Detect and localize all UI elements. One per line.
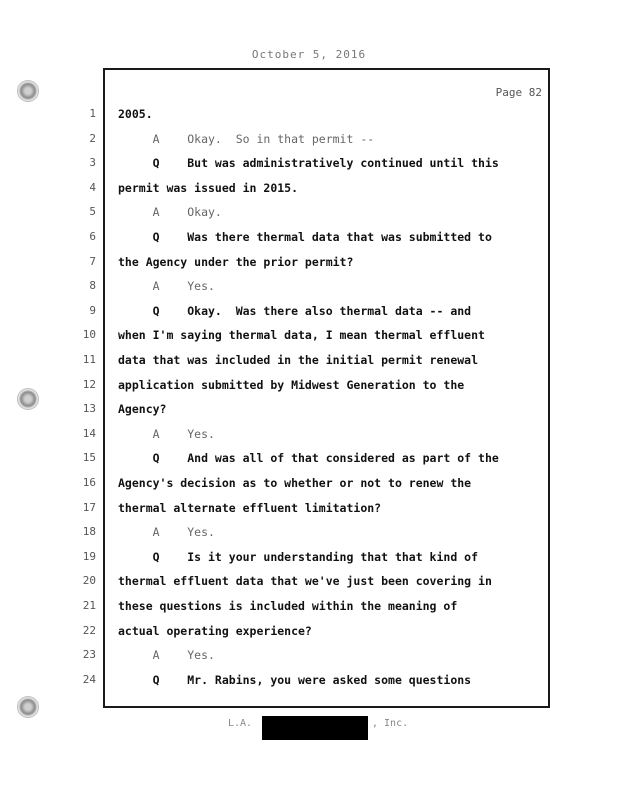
transcript-line: data that was included in the initial permit renewal: [118, 353, 479, 367]
transcript-line: Q Is it your understanding that that kind of: [118, 550, 479, 564]
transcript-line: permit was issued in 2015.: [118, 181, 299, 195]
transcript-line: A Yes.: [118, 427, 215, 441]
line-number: 17: [82, 501, 96, 514]
punch-hole-top: [17, 80, 39, 102]
header-date: October 5, 2016: [251, 48, 367, 61]
footer-left-fragment: L.A.: [228, 718, 253, 729]
transcript-line: A Yes.: [118, 279, 215, 293]
transcript-line: Q But was administratively continued until this: [118, 156, 499, 170]
transcript-line: A Yes.: [118, 648, 215, 662]
line-number: 21: [82, 599, 96, 612]
transcript-line: Agency's decision as to whether or not to renew the: [118, 476, 472, 490]
line-number: 13: [82, 402, 96, 415]
transcript-line: Q Mr. Rabins, you were asked some questions: [118, 673, 472, 687]
line-number: 2: [89, 132, 96, 145]
line-number: 8: [89, 279, 96, 292]
transcript-line: thermal effluent data that we've just been covering in: [118, 574, 492, 588]
transcript-line: A Yes.: [118, 525, 215, 539]
line-number: 19: [82, 550, 96, 563]
line-number: 5: [89, 205, 96, 218]
footer-right-fragment: , Inc.: [372, 718, 409, 729]
transcript-line: A Okay.: [118, 205, 222, 219]
line-number: 16: [82, 476, 96, 489]
line-number: 23: [82, 648, 96, 661]
page-label: Page 82: [495, 86, 542, 99]
line-number: 22: [82, 624, 96, 637]
transcript-line: 2005.: [118, 107, 153, 121]
transcript-line: Q Was there thermal data that was submitted to: [118, 230, 492, 244]
transcript-line: when I'm saying thermal data, I mean thermal effluent: [118, 328, 485, 342]
line-number: 11: [82, 353, 96, 366]
line-number: 1: [89, 107, 96, 120]
line-number: 6: [89, 230, 96, 243]
transcript-line: A Okay. So in that permit --: [118, 132, 375, 146]
transcript-line: thermal alternate effluent limitation?: [118, 501, 382, 515]
transcript-line: these questions is included within the meaning of: [118, 599, 458, 613]
line-number: 9: [89, 304, 96, 317]
line-number: 3: [89, 156, 96, 169]
line-number: 10: [82, 328, 96, 341]
transcript-line: Q Okay. Was there also thermal data -- and: [118, 304, 472, 318]
transcript-line: actual operating experience?: [118, 624, 312, 638]
line-number: 4: [89, 181, 96, 194]
line-number: 20: [82, 574, 96, 587]
line-number: 7: [89, 255, 96, 268]
line-number: 14: [82, 427, 96, 440]
punch-hole-bottom: [17, 696, 39, 718]
line-number: 18: [82, 525, 96, 538]
line-number: 24: [82, 673, 96, 686]
redaction-block: [262, 716, 368, 740]
line-number: 12: [82, 378, 96, 391]
transcript-line: Agency?: [118, 402, 167, 416]
transcript-line: application submitted by Midwest Generation to the: [118, 378, 465, 392]
transcript-line: the Agency under the prior permit?: [118, 255, 354, 269]
punch-hole-middle: [17, 388, 39, 410]
line-number: 15: [82, 451, 96, 464]
transcript-line: Q And was all of that considered as part of the: [118, 451, 499, 465]
